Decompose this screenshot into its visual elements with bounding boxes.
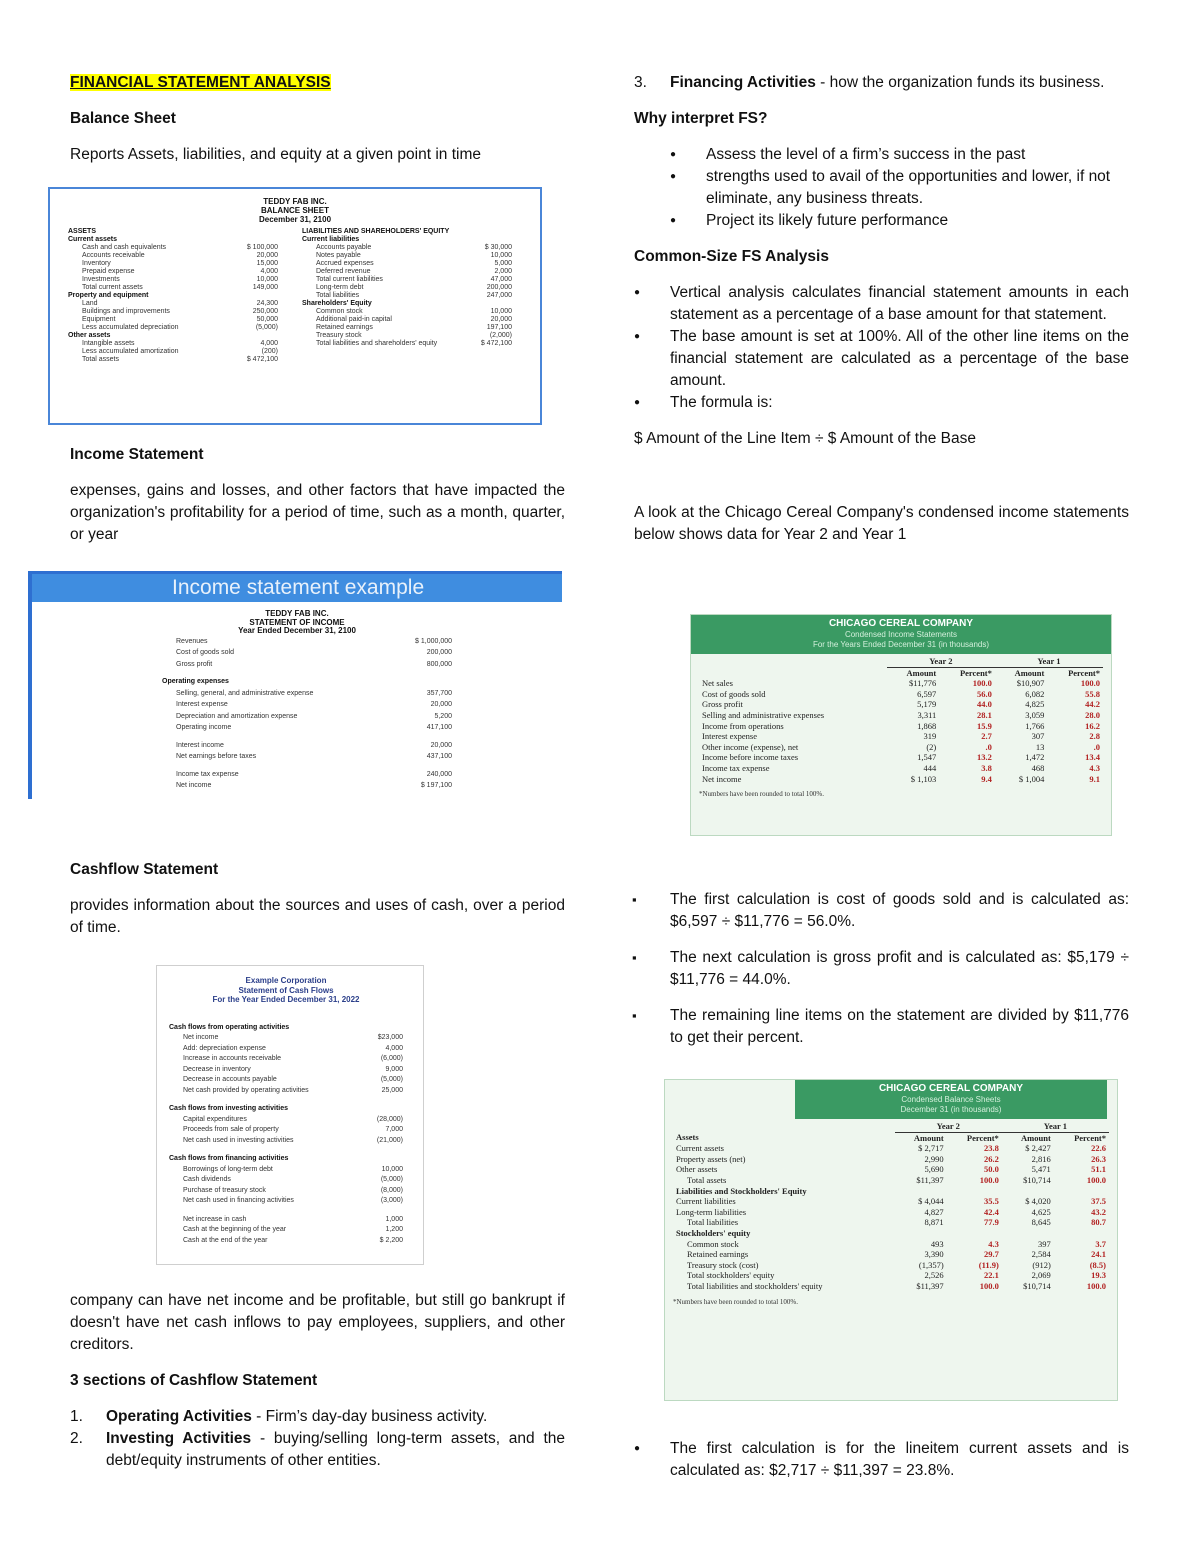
statement-row: Cash at the end of the year $ 2,200 xyxy=(183,1236,403,1244)
statement-row: Depreciation and amortization expense 5,200 xyxy=(176,712,452,720)
cf-date: For the Year Ended December 31, 2022 xyxy=(212,995,360,1004)
statement-row: Cost of goods sold 200,000 xyxy=(176,649,452,656)
table-row: Other income (expense), net (2) .0 13 .0 xyxy=(702,741,1100,752)
statement-row: Net cash used in investing activities (21,000) xyxy=(183,1136,403,1144)
statement-row: Purchase of treasury stock (8,000) xyxy=(183,1186,403,1194)
balance-heading: Balance Sheet xyxy=(70,110,176,127)
table-row: Liabilities and Stockholders' Equity xyxy=(676,1185,807,1196)
table-row: Common stock 493 4.3 397 3.7 xyxy=(687,1238,1106,1249)
cis-footnote: *Numbers have been rounded to total 100%. xyxy=(699,790,824,799)
statement-row: Total current liabilities 47,000 xyxy=(316,276,512,283)
is-company: TEDDY FAB INC. xyxy=(265,609,329,618)
table-row: Total liabilities 8,871 77.9 8,645 80.7 xyxy=(687,1217,1106,1228)
statement-row: Borrowings of long-term debt 10,000 xyxy=(183,1165,403,1173)
cf-title: Statement of Cash Flows xyxy=(238,985,334,995)
cashflow-heading: Cashflow Statement xyxy=(70,861,219,878)
cbs-company: CHICAGO CEREAL COMPANY xyxy=(878,1083,1024,1094)
statement-row: Common stock 10,000 xyxy=(316,308,512,315)
statement-row: Net cash used in financing activities (3,000) xyxy=(183,1197,403,1204)
table-row: Total stockholders' equity 2,526 22.1 2,069 19.3 xyxy=(687,1270,1106,1281)
statement-row: Cash at the beginning of the year 1,200 xyxy=(183,1226,403,1233)
table-row: Current liabilities $ 4,044 35.5 $ 4,020 37.5 xyxy=(676,1196,1106,1207)
cis-title: Condensed Income Statements xyxy=(844,630,958,639)
statement-row: Retained earnings 197,100 xyxy=(316,324,512,331)
page-title: FINANCIAL STATEMENT ANALYSIS xyxy=(70,74,331,91)
statement-row: Cash flows from financing activities xyxy=(169,1155,289,1162)
statement-row: Property and equipment xyxy=(68,292,149,299)
table-row: Income before income taxes 1,547 13.2 1,472 13.4 xyxy=(702,752,1100,763)
cis-table: Year 2 Year 1 Amount Percent* Amount Percent* Net sales $11,776 100.0 $10,907 100.0 Cost of goods sold 6,597 56.0 6,082 55.8 Gross profit 5,179 44.0 4,825 44.2 Selling and administrative expenses 3,311 28.1 3,059 28.0 Income from operations 1,868 15.9 1,766 16.2 Interest expense 319 2.7 307 2.8 Other income (expense), net (2) .0 13 .0 Income before income taxes 1,547 13.2 1,472 13.4 Income tax expense 444 3.8 468 4.3 Net income $ 1,103 9.4 $ 1,004 9.1 xyxy=(699,656,1103,784)
chicago-intro: A look at the Chicago Cereal Company's condensed income statements below shows data for Year 2 and Year 1 xyxy=(634,504,1129,543)
statement-row: Shareholders' Equity xyxy=(302,300,372,307)
cashflow-sections xyxy=(70,1290,565,1472)
calc-item-current-assets: ● The first calculation is for the lineitem current assets and is calculated as: $2,717 ÷ $11,397 = 23.8%. xyxy=(634,1438,1129,1482)
bs-company: TEDDY FAB INC. xyxy=(263,197,327,206)
statement-row: Operating income 417,100 xyxy=(176,724,452,731)
table-row: Total liabilities and stockholders' equity $11,397 100.0 $10,714 100.0 xyxy=(687,1280,1106,1291)
common-item: ● The base amount is set at 100%. All of the other line items on the financial statement are calculated as a percentage of the base amount. xyxy=(634,326,1129,392)
statement-row: Other assets xyxy=(68,332,111,339)
is-date: Year Ended December 31, 2100 xyxy=(238,626,356,635)
statement-row: Interest expense 20,000 xyxy=(176,701,452,708)
statement-row: Deferred revenue 2,000 xyxy=(316,268,512,275)
statement-row: Long-term debt 200,000 xyxy=(316,284,512,291)
statement-row: Less accumulated amortization (200) xyxy=(82,348,278,355)
statement-row: Decrease in accounts payable (5,000) xyxy=(183,1076,403,1083)
bs-assets-column: ASSETS Current assets Cash and cash equivalents $ 100,000 Accounts receivable 20,000 Inventory 15,000 Prepaid expense 4,000 Investments 10,000 Total current assets 149,000 Property and equipment Land 24,300 Buildings and improvements 250,000 Equipment 50,000 Less accumulated depreciation (5,000) Other assets Intangible assets 4,000 Less accumulated amortization (200) Total assets $ 472,100 xyxy=(68,228,278,363)
section-item-operating: 1. Operating Activities - Firm’s day-day business activity. xyxy=(70,1408,488,1425)
section-item-financing: 3. Financing Activities - how the organization funds its business. xyxy=(634,74,1105,91)
statement-row: Land 24,300 xyxy=(82,300,278,307)
table-row: Retained earnings 3,390 29.7 2,584 24.1 xyxy=(687,1249,1106,1260)
statement-row: Notes payable 10,000 xyxy=(316,252,512,259)
why-item: ● Project its likely future performance xyxy=(670,210,1129,232)
cf-company: Example Corporation xyxy=(245,976,327,985)
statement-row: Accounts payable $ 30,000 xyxy=(316,244,512,251)
statement-row: Net increase in cash 1,000 xyxy=(183,1215,403,1223)
statement-row: Accounts receivable 20,000 xyxy=(82,252,278,259)
table-row: Income from operations 1,868 15.9 1,766 16.2 xyxy=(702,720,1100,731)
sections-heading: 3 sections of Cashflow Statement xyxy=(70,1372,318,1389)
calc-list xyxy=(634,889,1129,1049)
left-column xyxy=(70,72,565,166)
table-row: Property assets (net) 2,990 26.2 2,816 26.3 xyxy=(676,1153,1106,1164)
bs-date: December 31, 2100 xyxy=(258,215,332,224)
cbs-date: December 31 (in thousands) xyxy=(900,1105,1002,1114)
why-item: ● Assess the level of a firm’s success in the past xyxy=(670,144,1129,166)
calc-item: ▪ The next calculation is gross profit and is calculated as: $5,179 ÷ $11,776 = 44.0%. xyxy=(634,947,1129,991)
statement-row: Net cash provided by operating activities 25,000 xyxy=(183,1086,403,1094)
statement-row: Net income $ 197,100 xyxy=(176,782,452,789)
statement-row: Income tax expense 240,000 xyxy=(176,770,452,778)
table-row: Net income $ 1,103 9.4 $ 1,004 9.1 xyxy=(702,773,1100,784)
table-row: Interest expense 319 2.7 307 2.8 xyxy=(702,731,1100,742)
statement-row: Accrued expenses 5,000 xyxy=(316,260,512,267)
table-row: Long-term liabilities 4,827 42.4 4,625 43.2 xyxy=(676,1206,1106,1217)
is-banner: Income statement example xyxy=(32,574,562,602)
statement-row: Buildings and improvements 250,000 xyxy=(82,308,278,315)
cbs-footnote: *Numbers have been rounded to total 100%. xyxy=(673,1297,798,1306)
income-section xyxy=(70,444,565,546)
income-statement-figure xyxy=(28,571,562,799)
cbs-title: Condensed Balance Sheets xyxy=(901,1095,1001,1104)
cashflow-text: provides information about the sources and uses of cash, over a period of time. xyxy=(70,897,565,936)
common-item: ● The formula is: xyxy=(634,392,1129,414)
statement-row: Interest income 20,000 xyxy=(176,741,452,749)
statement-row: Cash dividends (5,000) xyxy=(183,1176,403,1183)
statement-row: Total liabilities 247,000 xyxy=(316,292,512,299)
cis-company: CHICAGO CEREAL COMPANY xyxy=(828,618,974,629)
last-calc xyxy=(634,1438,1129,1482)
common-heading: Common-Size FS Analysis xyxy=(634,248,829,265)
bs-liabilities-column: LIABILITIES AND SHAREHOLDERS' EQUITY Current liabilities Accounts payable $ 30,000 Notes payable 10,000 Accrued expenses 5,000 Deferred revenue 2,000 Total current liabilities 47,000 Long-term debt 200,000 Total liabilities 247,000 Shareholders' Equity Common stock 10,000 Additional paid-in capital 20,000 Retained earnings 197,100 Treasury stock (2,000) Total liabilities and shareholders' equity $ 472,100 xyxy=(302,228,512,347)
table-row: Stockholders' equity xyxy=(676,1227,751,1238)
statement-row: Capital expenditures (28,000) xyxy=(183,1115,403,1123)
is-rows xyxy=(32,636,562,792)
statement-row: Cash flows from investing activities xyxy=(169,1105,289,1112)
table-row: Net sales $11,776 100.0 $10,907 100.0 xyxy=(702,678,1100,689)
statement-row: Proceeds from sale of property 7,000 xyxy=(183,1126,403,1133)
cash-flow-figure xyxy=(156,965,424,1265)
statement-row: Total current assets 149,000 xyxy=(82,284,278,291)
table-row: Other assets 5,690 50.0 5,471 51.1 xyxy=(676,1164,1106,1175)
statement-row: Equipment 50,000 xyxy=(82,316,278,323)
statement-row: Net earnings before taxes 437,100 xyxy=(176,753,452,760)
bankrupt-text: company can have net income and be profitable, but still go bankrupt if doesn't have net cash inflows to pay employees, suppliers, and other creditors. xyxy=(70,1292,565,1353)
statement-row: Prepaid expense 4,000 xyxy=(82,268,278,275)
right-column xyxy=(634,72,1129,546)
statement-row: Net income $23,000 xyxy=(183,1034,403,1041)
chicago-balance-figure xyxy=(664,1079,1118,1401)
statement-row: Decrease in inventory 9,000 xyxy=(183,1065,403,1073)
statement-row: Revenues $ 1,000,000 xyxy=(176,637,452,645)
statement-row: Cash and cash equivalents $ 100,000 xyxy=(82,244,278,251)
table-row: Current assets $ 2,717 23.8 $ 2,427 22.6 xyxy=(676,1143,1106,1154)
statement-row: Total assets $ 472,100 xyxy=(82,356,278,363)
balance-text: Reports Assets, liabilities, and equity at a given point in time xyxy=(70,146,481,163)
table-row: Cost of goods sold 6,597 56.0 6,082 55.8 xyxy=(702,688,1100,699)
cf-rows xyxy=(169,1023,403,1247)
why-heading: Why interpret FS? xyxy=(634,110,768,127)
statement-row: Intangible assets 4,000 xyxy=(82,340,278,347)
statement-row: Inventory 15,000 xyxy=(82,260,278,267)
statement-row: Selling, general, and administrative expense 357,700 xyxy=(176,689,452,697)
formula: $ Amount of the Line Item ÷ $ Amount of the Base xyxy=(634,430,976,447)
statement-row: Gross profit 800,000 xyxy=(176,660,452,668)
chicago-income-figure xyxy=(690,614,1112,836)
is-title: STATEMENT OF INCOME xyxy=(249,617,345,627)
statement-row: Treasury stock (2,000) xyxy=(316,332,512,339)
statement-row: Investments 10,000 xyxy=(82,276,278,283)
statement-row: Operating expenses xyxy=(162,678,229,685)
calc-item: ▪ The remaining line items on the statement are divided by $11,776 to get their percent. xyxy=(634,1005,1129,1049)
statement-row: Cash flows from operating activities xyxy=(169,1023,290,1031)
section-item-investing: 2. Investing Activities - buying/selling long-term assets, and the debt/equity instruments of other entities. xyxy=(70,1430,565,1469)
bs-title: BALANCE SHEET xyxy=(260,206,329,215)
common-item: ● Vertical analysis calculates financial statement amounts in each statement as a percentage of a base amount for that statement. xyxy=(634,282,1129,326)
table-row: Treasury stock (cost) (1,357) (11.9) (912) (8.5) xyxy=(687,1259,1106,1270)
cis-date: For the Years Ended December 31 (in thousands) xyxy=(812,640,990,649)
why-item: ● strengths used to avail of the opportunities and lower, if not eliminate, any business threats. xyxy=(670,166,1129,210)
income-heading: Income Statement xyxy=(70,446,204,463)
statement-row: Add: depreciation expense 4,000 xyxy=(183,1044,403,1052)
cbs-table: Year 2 Year 1 Assets Amount Percent* Amount Percent* Current assets $ 2,717 23.8 $ 2,427 22.6 Property assets (net) 2,990 26.2 2,816 26.3 Other assets 5,690 50.0 5,471 51.1 Total assets $11,397 100.0 $10,714 100.0 Liabilities and Stockholders' Equity Current liabilities $ 4,044 35.5 $ 4,020 37.5 Long-term liabilities 4,827 42.4 4,625 43.2 Total liabilities 8,871 77.9 8,645 80.7 Stockholders' equity Common stock 493 4.3 397 3.7 Retained earnings 3,390 29.7 2,584 24.1 Treasury stock (cost) (1,357) (11.9) (912) (8.5) Total stockholders' equity 2,526 22.1 2,069 19.3 Total liabilities and stockholders' equity $11,397 100.0 $10,714 100.0 xyxy=(673,1121,1109,1292)
statement-row: Increase in accounts receivable (6,000) xyxy=(183,1055,403,1062)
table-row: Income tax expense 444 3.8 468 4.3 xyxy=(702,762,1100,773)
statement-row: Total liabilities and shareholders' equity $ 472,100 xyxy=(316,340,512,347)
table-row: Total assets $11,397 100.0 $10,714 100.0 xyxy=(687,1174,1106,1185)
cashflow-section xyxy=(70,859,565,939)
calc-item: ▪ The first calculation is cost of goods sold and is calculated as: $6,597 ÷ $11,776 = 56.0%. xyxy=(634,889,1129,933)
income-text: expenses, gains and losses, and other factors that have impacted the organization's profitability for a period of time, such as a month, quarter, or year xyxy=(70,482,565,543)
statement-row: Less accumulated depreciation (5,000) xyxy=(82,324,278,331)
balance-sheet-figure xyxy=(48,187,542,425)
table-row: Selling and administrative expenses 3,311 28.1 3,059 28.0 xyxy=(702,709,1100,720)
table-row: Gross profit 5,179 44.0 4,825 44.2 xyxy=(702,699,1100,710)
statement-row: Additional paid-in capital 20,000 xyxy=(316,316,512,323)
